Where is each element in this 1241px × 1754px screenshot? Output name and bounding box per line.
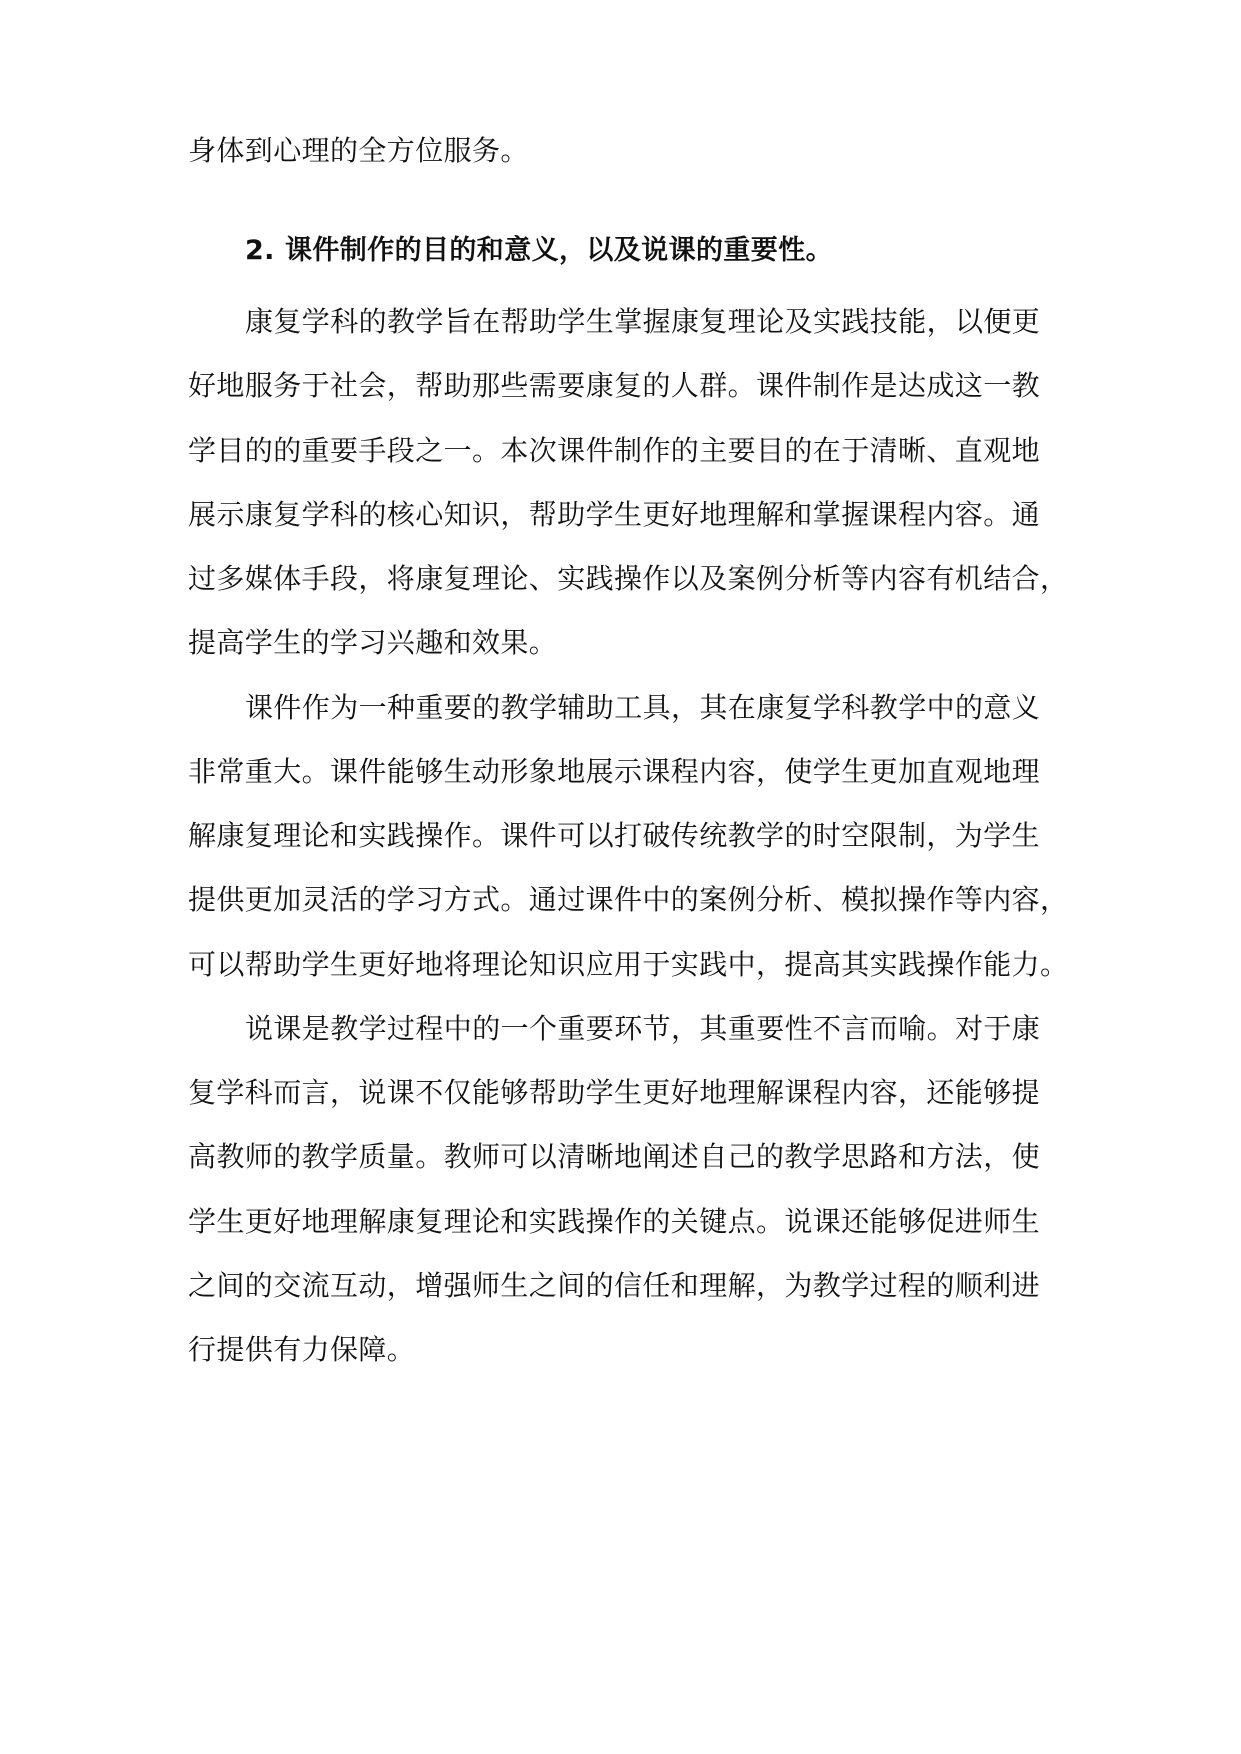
paragraph-2-line-3: 解康复理论和实践操作。课件可以打破传统教学的时空限制，为学生	[188, 819, 1041, 852]
continuation-line: 身体到心理的全方位服务。	[188, 134, 529, 167]
paragraph-1-line-3: 学目的的重要手段之一。本次课件制作的主要目的在于清晰、直观地	[188, 434, 1041, 467]
paragraph-1-line-4: 展示康复学科的核心知识，帮助学生更好地理解和掌握课程内容。通	[188, 498, 1041, 531]
paragraph-1-line-6: 提高学生的学习兴趣和效果。	[188, 626, 558, 659]
section-heading	[245, 231, 833, 271]
paragraph-3-line-3: 高教师的教学质量。教师可以清晰地阐述自己的教学思路和方法，使	[188, 1140, 1041, 1173]
paragraph-3-line-6: 行提供有力保障。	[188, 1333, 416, 1366]
paragraph-2-line-5: 可以帮助学生更好地将理论知识应用于实践中，提高其实践操作能力。	[188, 948, 1069, 981]
paragraph-1-line-2: 好地服务于社会，帮助那些需要康复的人群。课件制作是达成这一教	[188, 369, 1041, 402]
paragraph-3-line-2: 复学科而言，说课不仅能够帮助学生更好地理解课程内容，还能够提	[188, 1076, 1041, 1109]
section-title: 课件制作的目的和意义，以及说课的重要性。	[285, 235, 833, 266]
paragraph-1-line-1: 康复学科的教学旨在帮助学生掌握康复理论及实践技能，以便更	[245, 305, 1041, 338]
paragraph-2-line-2: 非常重大。课件能够生动形象地展示课程内容，使学生更加直观地理	[188, 755, 1041, 788]
section-number: 2.	[245, 235, 275, 266]
paragraph-3-line-5: 之间的交流互动，增强师生之间的信任和理解，为教学过程的顺利进	[188, 1269, 1041, 1302]
paragraph-3-line-1: 说课是教学过程中的一个重要环节，其重要性不言而喻。对于康	[245, 1012, 1041, 1045]
paragraph-2-line-1: 课件作为一种重要的教学辅助工具，其在康复学科教学中的意义	[245, 691, 1041, 724]
paragraph-2-line-4: 提供更加灵活的学习方式。通过课件中的案例分析、模拟操作等内容，	[188, 883, 1069, 916]
paragraph-3-line-4: 学生更好地理解康复理论和实践操作的关键点。说课还能够促进师生	[188, 1205, 1041, 1238]
paragraph-1-line-5: 过多媒体手段，将康复理论、实践操作以及案例分析等内容有机结合，	[188, 562, 1069, 595]
